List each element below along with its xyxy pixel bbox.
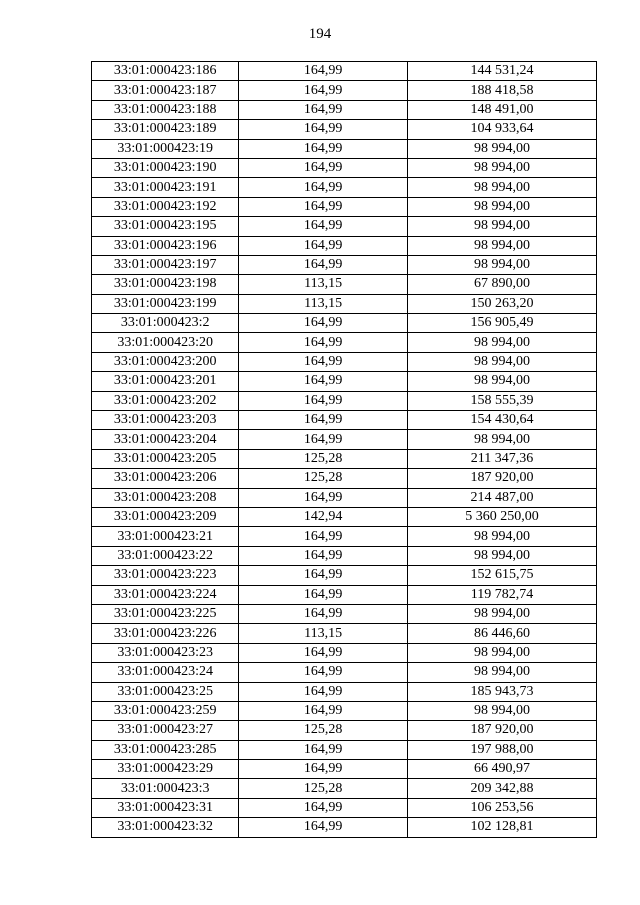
value-cell: 98 994,00 — [408, 178, 597, 197]
table-row — [92, 643, 597, 662]
rate-cell: 164,99 — [239, 430, 408, 449]
table-row — [92, 178, 597, 197]
rate-cell: 164,99 — [239, 411, 408, 430]
rate-cell: 164,99 — [239, 701, 408, 720]
cadastral-number-cell: 33:01:000423:2 — [92, 314, 239, 333]
value-cell: 98 994,00 — [408, 217, 597, 236]
table-row — [92, 624, 597, 643]
table-body — [92, 62, 597, 838]
cadastral-number-cell: 33:01:000423:189 — [92, 120, 239, 139]
rate-cell: 164,99 — [239, 255, 408, 274]
table-row — [92, 682, 597, 701]
rate-cell: 164,99 — [239, 546, 408, 565]
table-row — [92, 62, 597, 81]
cadastral-number-cell: 33:01:000423:195 — [92, 217, 239, 236]
rate-cell: 164,99 — [239, 798, 408, 817]
cadastral-number-cell: 33:01:000423:196 — [92, 236, 239, 255]
rate-cell: 125,28 — [239, 449, 408, 468]
table-row — [92, 663, 597, 682]
table-row — [92, 100, 597, 119]
table-row — [92, 546, 597, 565]
table-row — [92, 779, 597, 798]
rate-cell: 164,99 — [239, 663, 408, 682]
value-cell: 148 491,00 — [408, 100, 597, 119]
rate-cell: 125,28 — [239, 721, 408, 740]
rate-cell: 164,99 — [239, 217, 408, 236]
rate-cell: 164,99 — [239, 81, 408, 100]
table-row — [92, 701, 597, 720]
rate-cell: 164,99 — [239, 120, 408, 139]
cadastral-number-cell: 33:01:000423:224 — [92, 585, 239, 604]
value-cell: 86 446,60 — [408, 624, 597, 643]
rate-cell: 164,99 — [239, 62, 408, 81]
value-cell: 158 555,39 — [408, 391, 597, 410]
table-row — [92, 430, 597, 449]
cadastral-number-cell: 33:01:000423:201 — [92, 372, 239, 391]
value-cell: 150 263,20 — [408, 294, 597, 313]
value-cell: 156 905,49 — [408, 314, 597, 333]
cadastral-number-cell: 33:01:000423:204 — [92, 430, 239, 449]
table-row — [92, 527, 597, 546]
cadastral-number-cell: 33:01:000423:223 — [92, 566, 239, 585]
cadastral-number-cell: 33:01:000423:192 — [92, 197, 239, 216]
value-cell: 104 933,64 — [408, 120, 597, 139]
table-row — [92, 197, 597, 216]
cadastral-number-cell: 33:01:000423:190 — [92, 158, 239, 177]
cadastral-number-cell: 33:01:000423:32 — [92, 818, 239, 837]
value-cell: 98 994,00 — [408, 139, 597, 158]
table-row — [92, 507, 597, 526]
table-row — [92, 81, 597, 100]
rate-cell: 164,99 — [239, 352, 408, 371]
rate-cell: 113,15 — [239, 624, 408, 643]
rate-cell: 164,99 — [239, 178, 408, 197]
value-cell: 102 128,81 — [408, 818, 597, 837]
cadastral-number-cell: 33:01:000423:187 — [92, 81, 239, 100]
cadastral-number-cell: 33:01:000423:199 — [92, 294, 239, 313]
rate-cell: 113,15 — [239, 294, 408, 313]
rate-cell: 164,99 — [239, 100, 408, 119]
table-row — [92, 294, 597, 313]
rate-cell: 164,99 — [239, 527, 408, 546]
value-cell: 211 347,36 — [408, 449, 597, 468]
value-cell: 98 994,00 — [408, 663, 597, 682]
value-cell: 98 994,00 — [408, 158, 597, 177]
page-number: 194 — [308, 26, 332, 42]
cadastral-number-cell: 33:01:000423:205 — [92, 449, 239, 468]
rate-cell: 164,99 — [239, 740, 408, 759]
cadastral-number-cell: 33:01:000423:31 — [92, 798, 239, 817]
cadastral-number-cell: 33:01:000423:25 — [92, 682, 239, 701]
rate-cell: 164,99 — [239, 333, 408, 352]
rate-cell: 113,15 — [239, 275, 408, 294]
value-cell: 98 994,00 — [408, 604, 597, 623]
table-row — [92, 372, 597, 391]
cadastral-value-table — [91, 61, 597, 838]
rate-cell: 164,99 — [239, 566, 408, 585]
rate-cell: 142,94 — [239, 507, 408, 526]
cadastral-number-cell: 33:01:000423:202 — [92, 391, 239, 410]
cadastral-number-cell: 33:01:000423:29 — [92, 760, 239, 779]
cadastral-number-cell: 33:01:000423:198 — [92, 275, 239, 294]
table-row — [92, 760, 597, 779]
table-row — [92, 333, 597, 352]
rate-cell: 164,99 — [239, 139, 408, 158]
value-cell: 98 994,00 — [408, 430, 597, 449]
cadastral-number-cell: 33:01:000423:24 — [92, 663, 239, 682]
table-row — [92, 139, 597, 158]
value-cell: 5 360 250,00 — [408, 507, 597, 526]
table-row — [92, 275, 597, 294]
table-row — [92, 411, 597, 430]
table-row — [92, 449, 597, 468]
rate-cell: 164,99 — [239, 197, 408, 216]
table-row — [92, 566, 597, 585]
value-cell: 119 782,74 — [408, 585, 597, 604]
value-cell: 98 994,00 — [408, 255, 597, 274]
rate-cell: 164,99 — [239, 604, 408, 623]
value-cell: 154 430,64 — [408, 411, 597, 430]
table-row — [92, 120, 597, 139]
rate-cell: 164,99 — [239, 236, 408, 255]
value-cell: 187 920,00 — [408, 721, 597, 740]
rate-cell: 164,99 — [239, 682, 408, 701]
table-row — [92, 217, 597, 236]
rate-cell: 164,99 — [239, 488, 408, 507]
value-cell: 67 890,00 — [408, 275, 597, 294]
value-cell: 152 615,75 — [408, 566, 597, 585]
cadastral-number-cell: 33:01:000423:191 — [92, 178, 239, 197]
value-cell: 98 994,00 — [408, 546, 597, 565]
table-row — [92, 236, 597, 255]
table-row — [92, 158, 597, 177]
cadastral-number-cell: 33:01:000423:19 — [92, 139, 239, 158]
rate-cell: 164,99 — [239, 760, 408, 779]
rate-cell: 164,99 — [239, 158, 408, 177]
table-row — [92, 488, 597, 507]
cadastral-number-cell: 33:01:000423:22 — [92, 546, 239, 565]
value-cell: 98 994,00 — [408, 197, 597, 216]
value-cell: 185 943,73 — [408, 682, 597, 701]
table-row — [92, 352, 597, 371]
value-cell: 188 418,58 — [408, 81, 597, 100]
value-cell: 144 531,24 — [408, 62, 597, 81]
value-cell: 66 490,97 — [408, 760, 597, 779]
cadastral-number-cell: 33:01:000423:225 — [92, 604, 239, 623]
table-row — [92, 721, 597, 740]
cadastral-number-cell: 33:01:000423:21 — [92, 527, 239, 546]
rate-cell: 164,99 — [239, 372, 408, 391]
rate-cell: 164,99 — [239, 643, 408, 662]
cadastral-number-cell: 33:01:000423:226 — [92, 624, 239, 643]
table-row — [92, 391, 597, 410]
rate-cell: 125,28 — [239, 779, 408, 798]
value-cell: 197 988,00 — [408, 740, 597, 759]
cadastral-number-cell: 33:01:000423:23 — [92, 643, 239, 662]
table-row — [92, 604, 597, 623]
cadastral-number-cell: 33:01:000423:259 — [92, 701, 239, 720]
value-cell: 98 994,00 — [408, 333, 597, 352]
cadastral-number-cell: 33:01:000423:186 — [92, 62, 239, 81]
rate-cell: 125,28 — [239, 469, 408, 488]
table-row — [92, 740, 597, 759]
value-cell: 98 994,00 — [408, 372, 597, 391]
rate-cell: 164,99 — [239, 391, 408, 410]
rate-cell: 164,99 — [239, 314, 408, 333]
table-row — [92, 798, 597, 817]
value-cell: 187 920,00 — [408, 469, 597, 488]
rate-cell: 164,99 — [239, 818, 408, 837]
cadastral-number-cell: 33:01:000423:27 — [92, 721, 239, 740]
rate-cell: 164,99 — [239, 585, 408, 604]
table-row — [92, 255, 597, 274]
value-cell: 209 342,88 — [408, 779, 597, 798]
cadastral-number-cell: 33:01:000423:209 — [92, 507, 239, 526]
value-cell: 98 994,00 — [408, 236, 597, 255]
value-cell: 98 994,00 — [408, 643, 597, 662]
cadastral-number-cell: 33:01:000423:203 — [92, 411, 239, 430]
table-row — [92, 818, 597, 837]
cadastral-number-cell: 33:01:000423:285 — [92, 740, 239, 759]
cadastral-number-cell: 33:01:000423:188 — [92, 100, 239, 119]
value-cell: 214 487,00 — [408, 488, 597, 507]
value-cell: 98 994,00 — [408, 527, 597, 546]
cadastral-number-cell: 33:01:000423:206 — [92, 469, 239, 488]
cadastral-number-cell: 33:01:000423:197 — [92, 255, 239, 274]
value-cell: 106 253,56 — [408, 798, 597, 817]
value-cell: 98 994,00 — [408, 352, 597, 371]
cadastral-number-cell: 33:01:000423:3 — [92, 779, 239, 798]
cadastral-number-cell: 33:01:000423:20 — [92, 333, 239, 352]
cadastral-number-cell: 33:01:000423:208 — [92, 488, 239, 507]
table-row — [92, 469, 597, 488]
value-cell: 98 994,00 — [408, 701, 597, 720]
table-row — [92, 314, 597, 333]
table-row — [92, 585, 597, 604]
cadastral-number-cell: 33:01:000423:200 — [92, 352, 239, 371]
